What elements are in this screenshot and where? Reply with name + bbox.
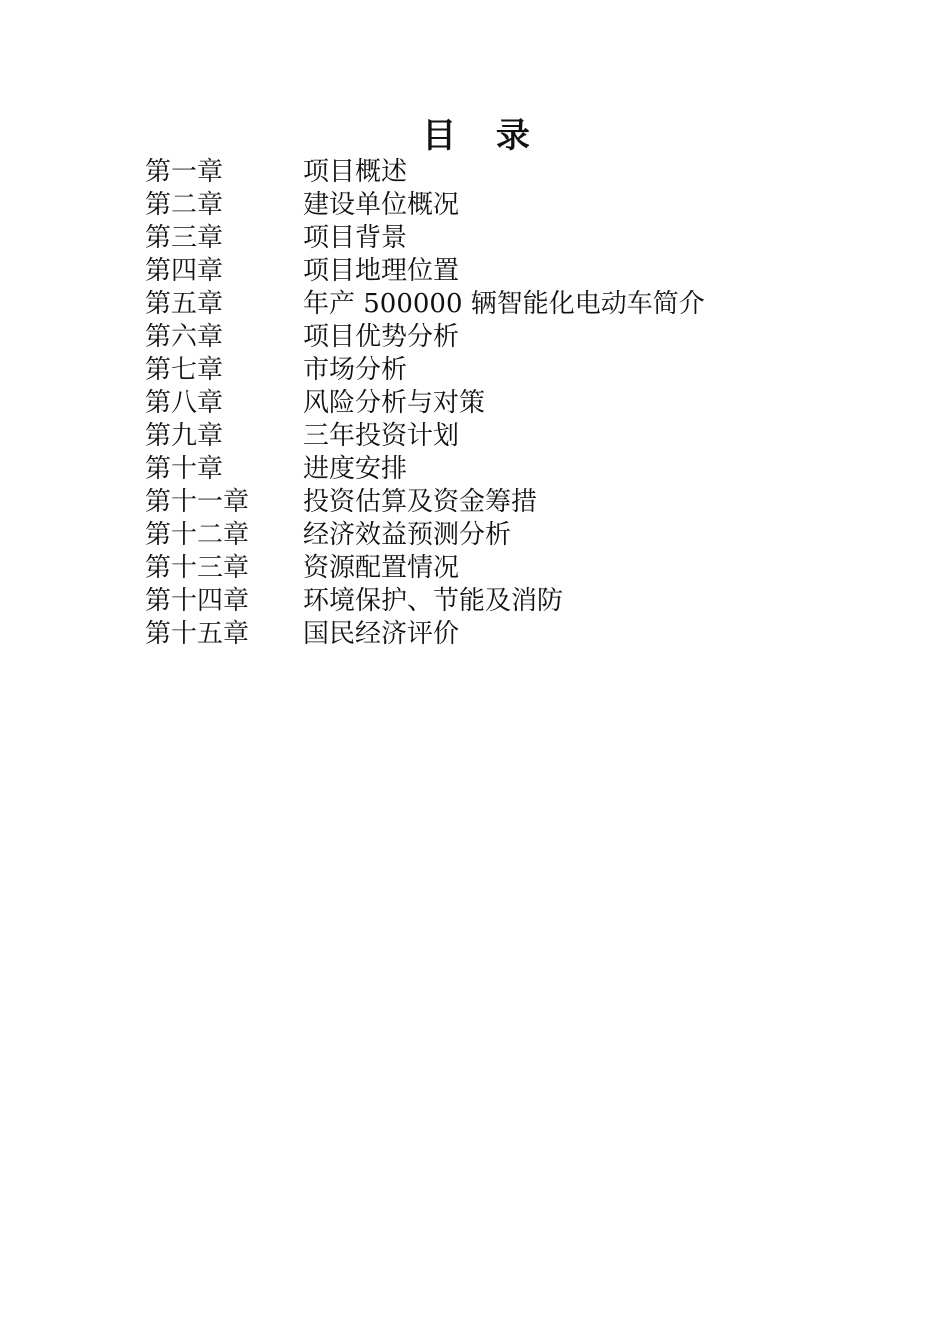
chapter-title: 项目地理位置 <box>303 256 460 286</box>
toc-entry-12 <box>145 519 705 552</box>
chapter-title: 项目概述 <box>303 157 408 187</box>
toc-entry-13 <box>145 552 705 585</box>
chapter-number: 第四章 <box>145 256 224 286</box>
chapter-title: 市场分析 <box>303 355 408 385</box>
chapter-title: 项目优势分析 <box>303 322 460 352</box>
toc-title: 目 录 <box>422 116 544 156</box>
toc-entry-9 <box>145 420 705 453</box>
toc-entry-14 <box>145 585 705 618</box>
toc-entry-4 <box>145 255 705 288</box>
toc-entry-3 <box>145 222 705 255</box>
chapter-number: 第十四章 <box>145 586 250 616</box>
toc-entry-6 <box>145 321 705 354</box>
toc-entry-8 <box>145 387 705 420</box>
chapter-number: 第八章 <box>145 388 224 418</box>
chapter-title: 项目背景 <box>303 223 408 253</box>
toc-entry-5 <box>145 288 705 321</box>
chapter-number: 第十一章 <box>145 487 250 517</box>
chapter-title: 建设单位概况 <box>303 190 460 220</box>
chapter-title: 风险分析与对策 <box>303 388 486 418</box>
chapter-number: 第一章 <box>145 157 224 187</box>
chapter-title: 经济效益预测分析 <box>303 520 512 550</box>
chapter-title: 年产 500000 辆智能化电动车简介 <box>303 289 705 319</box>
toc-entry-1 <box>145 156 705 189</box>
chapter-number: 第五章 <box>145 289 224 319</box>
toc-list <box>145 156 705 651</box>
chapter-number: 第三章 <box>145 223 224 253</box>
chapter-title: 进度安排 <box>303 454 408 484</box>
toc-entry-2 <box>145 189 705 222</box>
chapter-number: 第十章 <box>145 454 224 484</box>
chapter-number: 第十五章 <box>145 619 250 649</box>
chapter-title: 资源配置情况 <box>303 553 460 583</box>
chapter-number: 第十二章 <box>145 520 250 550</box>
chapter-title: 环境保护、节能及消防 <box>303 586 564 616</box>
chapter-title: 国民经济评价 <box>303 619 460 649</box>
toc-entry-7 <box>145 354 705 387</box>
chapter-number: 第二章 <box>145 190 224 220</box>
chapter-title: 投资估算及资金筹措 <box>303 487 538 517</box>
toc-entry-15 <box>145 618 705 651</box>
chapter-title: 三年投资计划 <box>303 421 460 451</box>
chapter-number: 第十三章 <box>145 553 250 583</box>
toc-entry-10 <box>145 453 705 486</box>
chapter-number: 第六章 <box>145 322 224 352</box>
chapter-number: 第九章 <box>145 421 224 451</box>
toc-entry-11 <box>145 486 705 519</box>
chapter-number: 第七章 <box>145 355 224 385</box>
